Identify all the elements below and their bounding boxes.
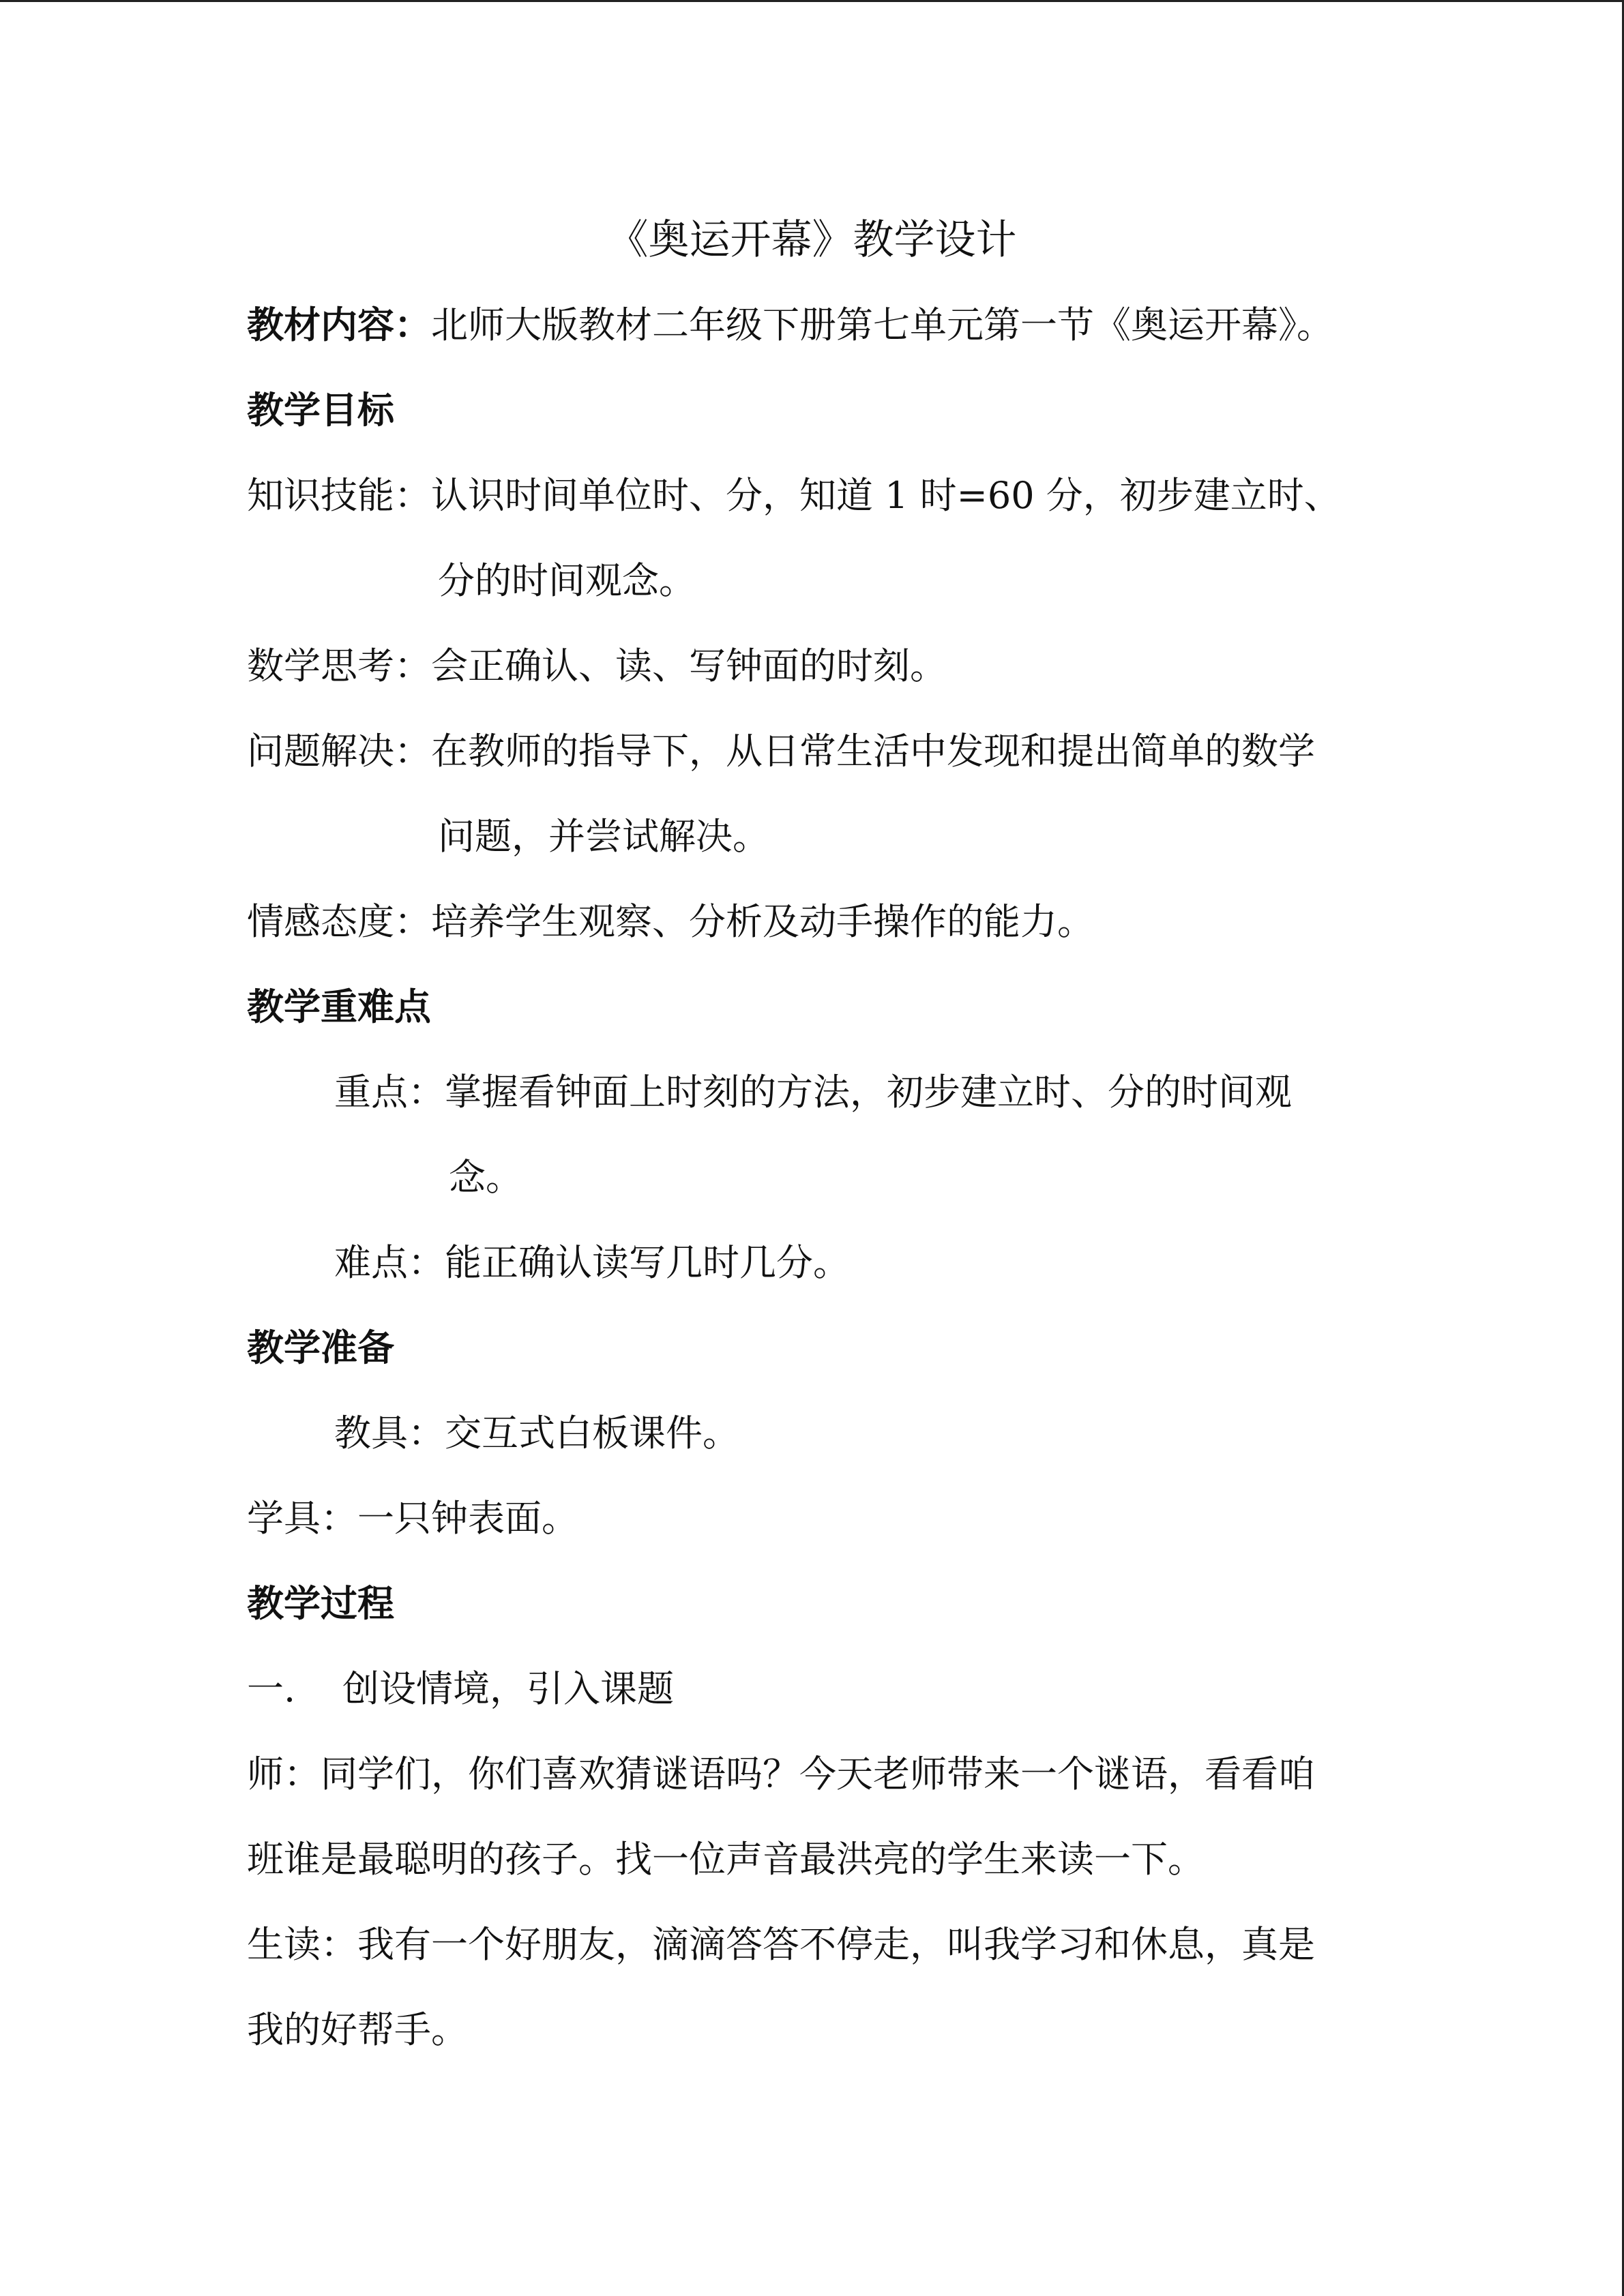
- teacher-tools-label: 教具：: [334, 1412, 445, 1455]
- student-tools-label: 学具：: [247, 1497, 357, 1540]
- problem-text-line1: 在教师的指导下，从日常生活中发现和提出简单的数学: [431, 730, 1315, 773]
- step1-text: 创设情境，引入课题: [342, 1667, 674, 1710]
- material-label: 教材内容：: [247, 303, 431, 346]
- thinking-row: [247, 642, 947, 691]
- student-tools-text: 一只钟表面。: [357, 1497, 578, 1540]
- objectives-heading: 教学目标: [247, 389, 394, 432]
- emotion-text: 培养学生观察、分析及动手操作的能力。: [431, 900, 1094, 943]
- difficulty-row: [334, 1238, 850, 1287]
- problem-row: [247, 727, 1315, 776]
- preparation-heading: 教学准备: [247, 1326, 394, 1369]
- focus-text-line1: 掌握看钟面上时刻的方法，初步建立时、分的时间观: [445, 1071, 1292, 1114]
- material-row: [247, 301, 1333, 350]
- knowledge-label: 知识技能：: [247, 474, 431, 517]
- teacher-speech-line1: 师：同学们，你们喜欢猜谜语吗？今天老师带来一个谜语，看看咱: [247, 1753, 1315, 1795]
- focus-row: [334, 1068, 1292, 1117]
- teacher-tools-text: 交互式白板课件。: [445, 1412, 739, 1455]
- difficulty-text: 能正确认读写几时几分。: [445, 1241, 850, 1284]
- teacher-speech-line2: 班谁是最聪明的孩子。找一位声音最洪亮的学生来读一下。: [247, 1838, 1205, 1881]
- material-text: 北师大版教材二年级下册第七单元第一节《奥运开幕》。: [431, 303, 1333, 346]
- knowledge-text-line2: 分的时间观念。: [438, 559, 696, 602]
- student-tools-row: [247, 1494, 578, 1543]
- problem-label: 问题解决：: [247, 730, 431, 773]
- step1-row: [247, 1665, 674, 1714]
- knowledge-text-line1: 认识时间单位时、分，知道 1 时=60 分，初步建立时、: [431, 474, 1341, 517]
- key-points-heading: 教学重难点: [247, 985, 431, 1028]
- thinking-text: 会正确认、读、写钟面的时刻。: [431, 644, 947, 687]
- problem-text-line2: 问题，并尝试解决。: [438, 815, 769, 858]
- student-speech-line1: 生读：我有一个好朋友，滴滴答答不停走，叫我学习和休息，真是: [247, 1923, 1315, 1966]
- knowledge-row: [247, 471, 1341, 520]
- process-heading: 教学过程: [247, 1582, 394, 1625]
- student-speech-line2: 我的好帮手。: [247, 2008, 468, 2051]
- document-title: 《奥运开幕》教学设计: [607, 216, 1017, 264]
- step1-number: 一.: [247, 1667, 296, 1710]
- thinking-label: 数学思考：: [247, 644, 431, 687]
- difficulty-label: 难点：: [334, 1241, 445, 1284]
- teacher-tools-row: [334, 1409, 739, 1458]
- focus-text-line2: 念。: [449, 1156, 522, 1199]
- emotion-label: 情感态度：: [247, 900, 431, 943]
- focus-label: 重点：: [334, 1071, 445, 1114]
- emotion-row: [247, 897, 1094, 946]
